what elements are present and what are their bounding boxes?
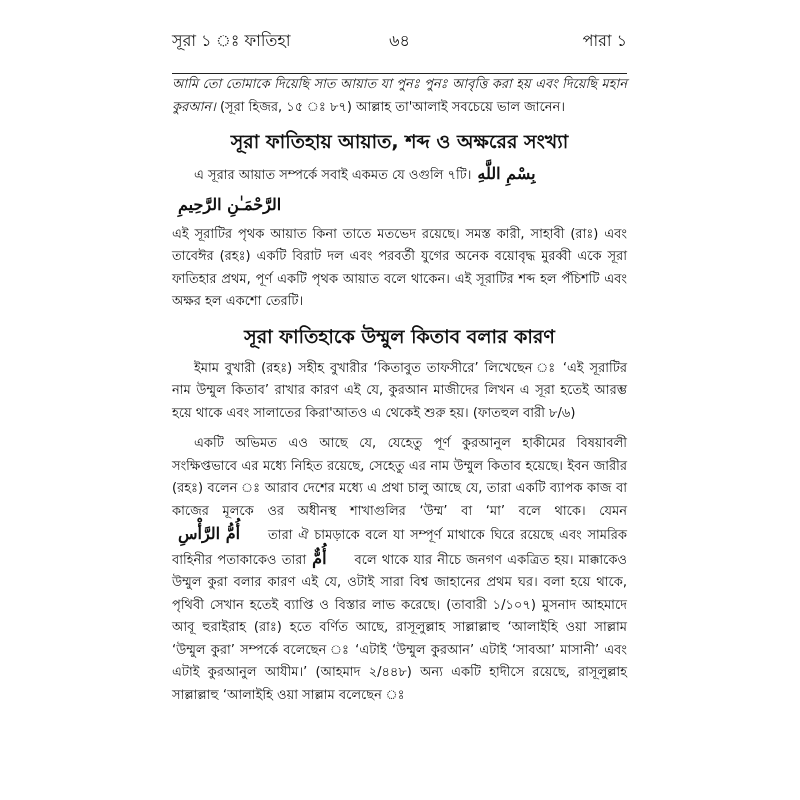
para-header: পারা ১	[582, 31, 627, 50]
section2-p2-part-a: একটি অভিমত এও আছে যে, যেহেতু পূর্ণ কুরআনুল হাকীমের বিষয়াবলী সংক্ষিপ্তভাবে এর মধ্যে নিহিত রয়েছে, সেহেতু এর নাম উম্মুল কিতাব হয়েছে। ইবন জারীর (রহঃ) বলেন ঃ আরাব দেশের মধ্যে এ প্রথা চালু আছে যে, তারা একটি ব্যাপক কাজ বা কাজের মূলকে ওর অধীনস্থ শাখাগুলির ‘উম্ম’ বা ‘মা’ বলে থাকে। যেমন	[172, 436, 627, 519]
page-number: ৬৪	[389, 31, 410, 50]
bismillah-arabic: بِسْمِ اللَّهِ	[477, 164, 536, 183]
section-heading-ummul-kitab: সূরা ফাতিহাকে উম্মুল কিতাব বলার কারণ	[244, 325, 555, 348]
section1-paragraph-2-text: এই সূরাটির পৃথক আয়াত কিনা তাতে মতভেদ রয়েছে। সমস্ত কারী, সাহাবী (রাঃ) এবং তাবেঈর (রহঃ) একটি বিরাট দল এবং পরবর্তী যুগের অনেক বয়োবৃদ্ধ মুরব্বী একে সূরা ফাতিহার প্রথম, পূর্ণ একটি পৃথক আয়াত বলে থাকেন। এই সূরাটির শব্দ হল পঁচিশটি এবং অক্ষর হল একশো তেরটি।	[172, 226, 627, 309]
section1-paragraph-2	[172, 188, 627, 224]
page-content	[172, 74, 627, 707]
footnote-italic-text: আমি তো তোমাকে দিয়েছি সাত আয়াত যা পুনঃ পুনঃ আবৃত্তি করা হয় এবং দিয়েছি মহান কুরআন।	[172, 77, 627, 115]
section1-p1-text: এ সূরার আয়াত সম্পর্কে সবাই একমত যে ওগুলি ৭টি।	[194, 168, 472, 183]
umm-arabic: أُمٌّ	[312, 548, 327, 568]
section-heading-verse-count: সূরা ফাতিহায় আয়াত, শব্দ ও অক্ষরের সংখ্যা	[230, 131, 569, 153]
section2-p2-part-b: তারা ঐ চামড়াকে বলে যা সম্পূর্ণ মাথাকে ঘিরে রয়েছে এবং সামরিক বাহিনীর পতাকাকেও তারা	[172, 528, 627, 568]
paragraph-gap	[172, 425, 627, 433]
section2-paragraph-2	[172, 433, 627, 707]
umm-ar-ras-arabic: أُمُّ الرَّأْسِ	[178, 524, 241, 543]
running-header	[172, 28, 627, 54]
section1-paragraph-1	[172, 163, 627, 188]
footnote-text: (সূরা হিজর, ১৫ ঃ ৮৭) আল্লাহ তা'আলাই সবচেয়ে ভাল জানেন।	[215, 99, 565, 115]
section2-p2-part-c: বলে থাকে যার নীচে জনগণ একত্রিত হয়। মাক্কাকেও উম্মুল কুরা বলার কারণ এই যে, ওটাই সারা বিশ্ব জাহানের প্রথম ঘর। বলা হয়ে থাকে, পৃথিবী সেখান হতেই ব্যাপ্তি ও বিস্তার লাভ করেছে। (তাবারী ১/১০৭) মুসনাদ আহমাদে আবূ হুরাইরাহ (রাঃ) হতে বর্ণিত আছে, রাসূলুল্লাহ সাল্লাল্লাহু ‘আলাইহি ওয়া সাল্লাম ‘উম্মুল কুরা’ সম্পর্কে বলেছেন ঃ ‘এটাই ‘উম্মুল কুরআন’ এটাই ‘সাবআ’ মাসানী’ এবং এটাই কুরআনুল আযীম।’ (আহমাদ ২/৪৪৮) অন্য একটি হাদীসে রয়েছে, রাসূলুল্লাহ সাল্লাল্লাহু ‘আলাইহি ওয়া সাল্লাম বলেছেন ঃ	[172, 552, 627, 703]
footnote-continuation	[172, 74, 627, 119]
rahman-rahim-arabic: الرَّحْمَـٰنِ الرَّحِيمِ	[178, 194, 282, 214]
section2-paragraph-1: ইমাম বুখারী (রহঃ) সহীহ বুখারীর ‘কিতাবুত তাফসীরে’ লিখেছেন ঃ ‘এই সূরাটির নাম উম্মুল কিতাব’ রাখার কারণ এই যে, কুরআন মাজীদের লিখন এ সূরা হতেই আরম্ভ হয়ে থাকে এবং সালাতের কিরা'আতও এ থেকেই শুরু হয়। (ফাতহুল বারী ৮/৬)	[172, 360, 627, 421]
surah-header: সূরা ১ ঃ ফাতিহা	[172, 31, 291, 50]
